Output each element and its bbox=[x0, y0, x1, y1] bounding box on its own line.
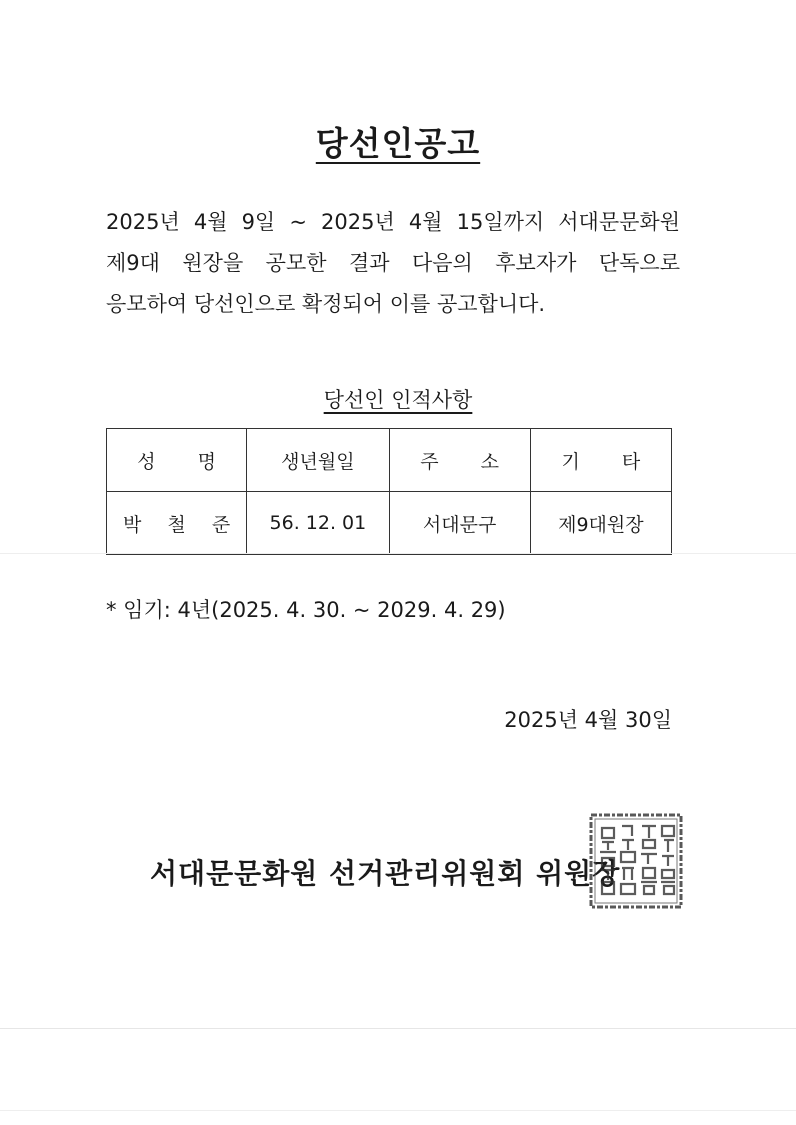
announcement-body bbox=[106, 202, 680, 325]
header-birthdate: 생년월일 bbox=[247, 429, 389, 492]
table-row bbox=[107, 492, 672, 555]
table-title-text: 당선인 인적사항 bbox=[323, 388, 473, 412]
winner-info-table bbox=[106, 428, 672, 555]
table-title bbox=[0, 384, 796, 414]
document-title bbox=[0, 118, 796, 165]
scan-artifact-line bbox=[0, 1110, 796, 1111]
header-name: 성 명 bbox=[107, 429, 247, 492]
cell-address: 서대문구 bbox=[389, 492, 530, 555]
official-seal-icon bbox=[588, 812, 684, 910]
signer-title: 서대문문화원 선거관리위원회 위원장 bbox=[150, 857, 621, 890]
table-header-row bbox=[107, 429, 672, 492]
header-other: 기 타 bbox=[530, 429, 671, 492]
scan-artifact-line bbox=[0, 553, 796, 554]
announcement-date: 2025년 4월 30일 bbox=[504, 708, 672, 732]
cell-birthdate: 56. 12. 01 bbox=[247, 492, 389, 555]
cell-name: 박 철 준 bbox=[107, 492, 247, 555]
term-of-office: * 임기: 4년(2025. 4. 30. ~ 2029. 4. 29) bbox=[106, 598, 506, 622]
header-address: 주 소 bbox=[389, 429, 530, 492]
scan-artifact-line bbox=[0, 1028, 796, 1029]
body-line-2: 제9대 원장을 공모한 결과 다음의 후보자가 단독으로 bbox=[106, 251, 680, 275]
body-line-3: 응모하여 당선인으로 확정되어 이를 공고합니다. bbox=[106, 292, 546, 316]
document-title-text: 당선인공고 bbox=[315, 124, 481, 163]
cell-other: 제9대원장 bbox=[530, 492, 671, 555]
body-line-1: 2025년 4월 9일 ~ 2025년 4월 15일까지 서대문문화원 bbox=[106, 210, 680, 234]
